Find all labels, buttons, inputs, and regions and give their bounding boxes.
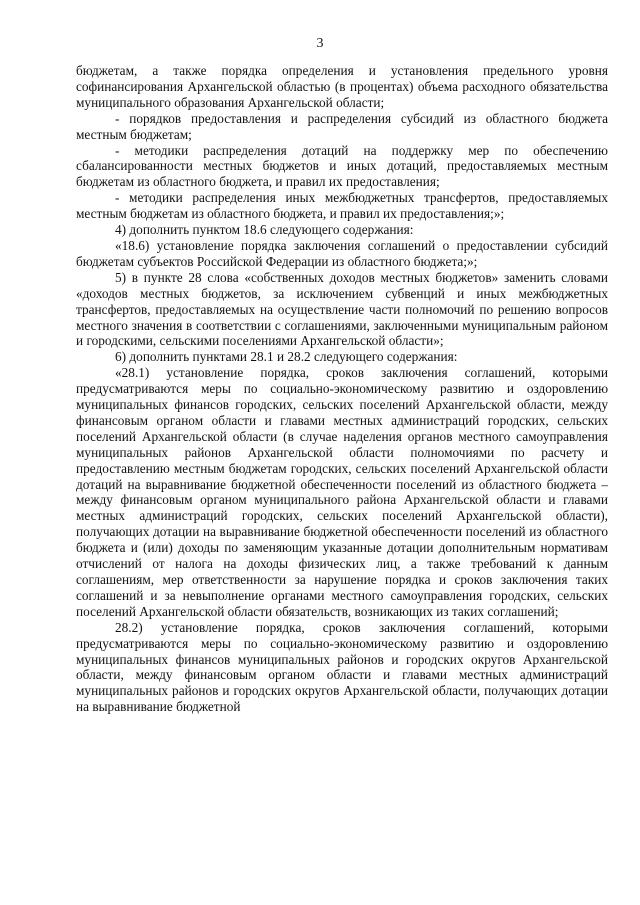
paragraph: «18.6) установление порядка заключения соглашений о предоставлении субсидий бюджетам субъектов Российской Федерации из областного бюджета;»; [76, 237, 608, 269]
paragraph: 4) дополнить пунктом 18.6 следующего содержания: [115, 222, 414, 238]
document-body [76, 63, 608, 715]
paragraph: «28.1) установление порядка, сроков заключения соглашений, которыми предусматриваются меры по социально-экономическому развитию и оздоровлению муниципальных финансов городских, сельских поселений Архангельской области, между финансовым органом области и главами местных администраций городских, сельских поселений Архангельской области (в случае наделения органов местного самоуправления муниципальных районов Архангельской области полномочиями по расчету и предоставлению местным бюджетам городских, сельских поселений Архангельской области дотаций на выравнивание бюджетной обеспеченности поселений из областного бюджета – между финансовым органом муниципального района Архангельской области и главами местных администраций городских, сельских поселений Архангельской области), получающих дотации на выравнивание бюджетной обеспеченности поселений из областного бюджета и (или) доходы по заменяющим указанные дотации дополнительным нормативам отчислений от налога на доходы физических лиц, а также требований к данным соглашениям, мер ответственности за нарушение порядка и сроков заключения таких соглашений и за невыполнение органами местного самоуправления городских, сельских поселений Архангельской области обязательств, возникающих из таких соглашений; [76, 365, 608, 619]
paragraph: 28.2) установление порядка, сроков заключения соглашений, которыми предусматриваются меры по социально-экономическому развитию и оздоровлению муниципальных финансов муниципальных районов и городских округов Архангельской области, между финансовым органом области и главами местных администраций муниципальных районов и городских округов Архангельской области, получающих дотации на выравнивание бюджетной [76, 619, 608, 715]
paragraph: - методики распределения иных межбюджетных трансфертов, предоставляемых местным бюджетам из областного бюджета, и правил их предоставления;»; [76, 190, 608, 222]
paragraph: бюджетам, а также порядка определения и установления предельного уровня софинансирования Архангельской областью (в процентах) объема расходного обязательства муниципального образования Архангельской области; [76, 63, 608, 110]
paragraph: - порядков предоставления и распределения субсидий из областного бюджета местным бюджетам; [76, 110, 608, 142]
page-number: 3 [316, 36, 324, 51]
paragraph: 5) в пункте 28 слова «собственных доходов местных бюджетов» заменить словами «доходов местных бюджетов, за исключением субвенций и иных межбюджетных трансфертов, предоставляемых на осуществление части полномочий по решению вопросов местного значения в соответствии с соглашениями, заключенными муниципальным районом и городскими, сельскими поселениями Архангельской области»; [76, 269, 608, 349]
paragraph: 6) дополнить пунктами 28.1 и 28.2 следующего содержания: [115, 349, 458, 365]
paragraph: - методики распределения дотаций на поддержку мер по обеспечению сбалансированности местных бюджетов и иных дотаций, предоставляемых местным бюджетам из областного бюджета, и правил их предоставления; [76, 142, 608, 190]
